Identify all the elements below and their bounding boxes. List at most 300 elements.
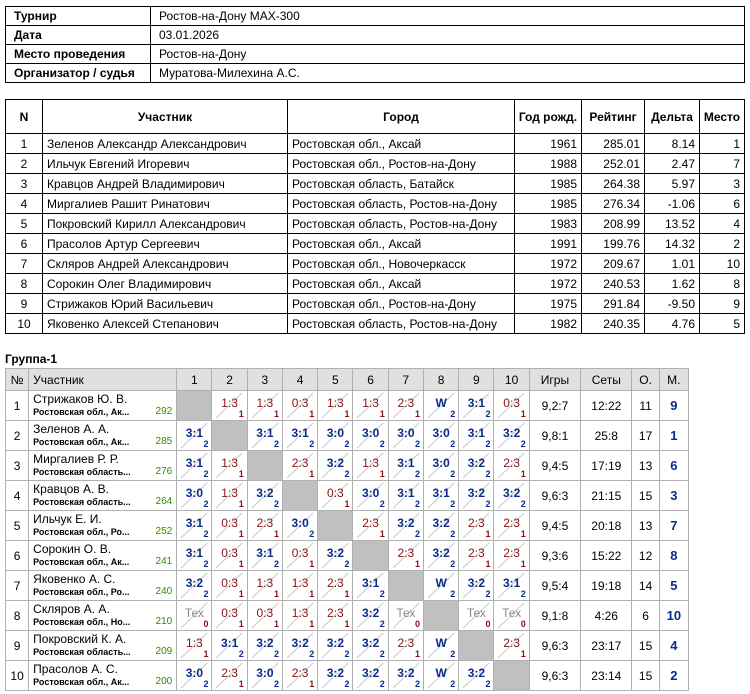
table-row (6, 154, 745, 174)
match-points: 2 (485, 469, 491, 479)
match-cell[interactable] (388, 451, 423, 481)
match-score: 1:3 (327, 396, 344, 410)
cell-n: 3 (6, 174, 43, 194)
match-points: 1 (520, 529, 526, 539)
group-row (6, 541, 689, 571)
match-score: 2:3 (327, 576, 344, 590)
match-points: 1 (309, 679, 315, 689)
match-score: 1:3 (221, 396, 238, 410)
match-cell[interactable] (388, 391, 423, 421)
match-cell[interactable] (177, 601, 212, 631)
cell-city: Ростовская обл., Аксай (288, 134, 515, 154)
row-index: 8 (6, 601, 29, 631)
match-cell[interactable] (177, 481, 212, 511)
table-row (6, 274, 745, 294)
col-header-n: N (6, 100, 43, 134)
match-cell[interactable] (353, 421, 388, 451)
match-cell[interactable] (353, 601, 388, 631)
match-score: 1:3 (291, 606, 309, 620)
match-score: 3:2 (467, 486, 486, 500)
cell-rating: 285.01 (582, 134, 645, 154)
sets-cell: 19:18 (581, 571, 632, 601)
match-cell[interactable] (423, 421, 458, 451)
col-header-opponent: 3 (247, 369, 282, 391)
match-cell[interactable] (423, 481, 458, 511)
cell-name: Зеленов Александр Александрович (43, 134, 288, 154)
points-cell: 15 (632, 661, 659, 691)
match-cell[interactable] (282, 661, 317, 691)
self-cell (423, 601, 458, 631)
match-score: 2:3 (397, 636, 415, 650)
match-cell[interactable] (459, 391, 494, 421)
match-score: 0:3 (256, 606, 274, 620)
match-cell[interactable] (459, 661, 494, 691)
match-points: 1 (238, 619, 244, 629)
match-cell[interactable] (459, 421, 494, 451)
match-points: 2 (203, 589, 209, 599)
match-points: 2 (203, 499, 209, 509)
player-cell (29, 421, 177, 451)
participants-table (5, 99, 745, 334)
player-name: Скляров А. А. (33, 602, 110, 616)
match-points: 2 (203, 679, 209, 689)
group-row (6, 421, 689, 451)
games-cell: 9,3:6 (529, 541, 580, 571)
match-score: 3:2 (502, 426, 521, 440)
player-cell (29, 571, 177, 601)
col-header-city: Город (288, 100, 515, 134)
player-city: Ростовская обл., Ак... (33, 557, 130, 567)
col-header-games: Игры (529, 369, 580, 391)
group-row (6, 481, 689, 511)
table-row (6, 294, 745, 314)
participants-header-row (6, 100, 745, 134)
match-cell[interactable] (388, 481, 423, 511)
match-cell[interactable] (423, 391, 458, 421)
player-cell (29, 391, 177, 421)
match-cell[interactable] (247, 541, 282, 571)
cell-n: 8 (6, 274, 43, 294)
info-row (6, 64, 745, 83)
info-value: Ростов-на-Дону MAX-300 (151, 7, 745, 26)
cell-n: 10 (6, 314, 43, 334)
self-cell (318, 511, 353, 541)
col-header-place: М. (659, 369, 688, 391)
match-cell[interactable] (423, 571, 458, 601)
cell-year: 1983 (515, 214, 582, 234)
cell-rating: 264.38 (582, 174, 645, 194)
col-header-opponent: 8 (423, 369, 458, 391)
match-points: 0 (520, 619, 526, 629)
match-score: 3:1 (397, 486, 415, 500)
match-cell[interactable] (282, 421, 317, 451)
match-cell[interactable] (459, 481, 494, 511)
match-score: 3:1 (432, 486, 450, 500)
match-cell[interactable] (247, 421, 282, 451)
match-cell[interactable] (353, 631, 388, 661)
match-cell[interactable] (353, 571, 388, 601)
match-score: 2:3 (221, 666, 238, 680)
match-points: 2 (414, 499, 420, 509)
match-cell[interactable] (247, 601, 282, 631)
cell-n: 9 (6, 294, 43, 314)
player-rating: 210 (155, 616, 173, 627)
player-name: Стрижаков Ю. В. (33, 392, 128, 406)
cell-city: Ростовская обл., Аксай (288, 274, 515, 294)
match-points: 1 (238, 499, 244, 509)
match-score: 2:3 (468, 516, 485, 530)
match-score: 2:3 (397, 396, 415, 410)
match-cell[interactable] (494, 571, 529, 601)
match-cell[interactable] (212, 511, 247, 541)
sets-cell: 20:18 (581, 511, 632, 541)
points-cell: 12 (632, 541, 659, 571)
match-cell[interactable] (353, 511, 388, 541)
player-city: Ростовская обл., Но... (33, 617, 131, 627)
sets-cell: 12:22 (581, 391, 632, 421)
player-cell (29, 451, 177, 481)
group-row (6, 571, 689, 601)
match-points: 1 (379, 469, 385, 479)
match-cell[interactable] (494, 511, 529, 541)
cell-n: 7 (6, 254, 43, 274)
match-score: 3:0 (185, 486, 204, 500)
place-cell: 10 (659, 601, 688, 631)
match-cell[interactable] (318, 631, 353, 661)
cell-place: 2 (700, 234, 745, 254)
cell-year: 1972 (515, 274, 582, 294)
match-cell[interactable] (388, 601, 423, 631)
group-row (6, 391, 689, 421)
group-row (6, 511, 689, 541)
match-score: 3:0 (397, 426, 415, 440)
match-score: 3:2 (256, 486, 274, 500)
match-points: 2 (379, 439, 385, 449)
match-score: 2:3 (362, 516, 379, 530)
match-cell[interactable] (247, 511, 282, 541)
match-cell[interactable] (318, 661, 353, 691)
match-points: 1 (309, 409, 315, 419)
cell-name: Яковенко Алексей Степанович (43, 314, 288, 334)
place-cell: 6 (659, 451, 688, 481)
col-header-rating: Рейтинг (582, 100, 645, 134)
match-score: 0:3 (221, 576, 238, 590)
games-cell: 9,6:3 (529, 631, 580, 661)
match-score: 3:2 (326, 546, 345, 560)
match-cell[interactable] (388, 421, 423, 451)
match-points: 2 (520, 589, 526, 599)
match-score: 3:2 (326, 666, 345, 680)
match-points: 1 (273, 529, 279, 539)
match-points: 1 (414, 559, 420, 569)
match-score: 3:2 (361, 606, 380, 620)
match-cell[interactable] (494, 391, 529, 421)
match-score: Тех (396, 606, 416, 620)
match-score: 3:2 (361, 636, 380, 650)
cell-place: 8 (700, 274, 745, 294)
match-score: W (435, 666, 447, 680)
match-cell[interactable] (494, 601, 529, 631)
match-cell[interactable] (177, 511, 212, 541)
match-cell[interactable] (494, 421, 529, 451)
match-cell[interactable] (423, 541, 458, 571)
cell-delta: 1.01 (645, 254, 700, 274)
player-city: Ростовская область... (33, 497, 131, 507)
cell-rating: 209.67 (582, 254, 645, 274)
cell-n: 4 (6, 194, 43, 214)
sets-cell: 4:26 (581, 601, 632, 631)
match-score: 2:3 (503, 516, 520, 530)
match-cell[interactable] (212, 571, 247, 601)
group-title: Группа-1 (5, 352, 58, 366)
match-cell[interactable] (459, 451, 494, 481)
match-cell[interactable] (353, 661, 388, 691)
match-points: 1 (520, 649, 526, 659)
player-rating: 276 (155, 466, 173, 477)
match-score: 1:3 (221, 456, 238, 470)
match-score: 3:2 (467, 666, 486, 680)
match-cell[interactable] (212, 601, 247, 631)
match-points: 2 (379, 499, 385, 509)
match-cell[interactable] (388, 661, 423, 691)
games-cell: 9,4:5 (529, 451, 580, 481)
table-row (6, 314, 745, 334)
tournament-info-body (6, 7, 745, 83)
match-cell[interactable] (282, 391, 317, 421)
match-cell[interactable] (388, 511, 423, 541)
table-row (6, 234, 745, 254)
player-rating: 200 (155, 676, 173, 687)
match-score: 0:3 (291, 396, 309, 410)
match-points: 2 (450, 589, 456, 599)
cell-name: Покровский Кирилл Александрович (43, 214, 288, 234)
player-cell (29, 541, 177, 571)
sets-cell: 15:22 (581, 541, 632, 571)
match-cell[interactable] (494, 481, 529, 511)
place-cell: 9 (659, 391, 688, 421)
info-key: Организатор / судья (6, 64, 151, 83)
cell-place: 10 (700, 254, 745, 274)
match-score: 2:3 (291, 456, 309, 470)
player-name: Ильчук Е. И. (33, 512, 102, 526)
match-score: 3:2 (256, 636, 274, 650)
player-city: Ростовская область... (33, 467, 131, 477)
match-cell[interactable] (282, 451, 317, 481)
col-header-opponent: 6 (353, 369, 388, 391)
match-points: 2 (450, 439, 456, 449)
match-score: 1:3 (186, 636, 203, 650)
points-cell: 13 (632, 511, 659, 541)
match-points: 2 (379, 619, 385, 629)
match-points: 2 (344, 649, 350, 659)
match-points: 1 (309, 559, 315, 569)
match-cell[interactable] (318, 451, 353, 481)
match-points: 2 (203, 439, 209, 449)
match-score: 3:2 (326, 636, 345, 650)
match-score: 3:1 (361, 576, 380, 590)
match-score: 3:2 (291, 636, 309, 650)
cell-year: 1988 (515, 154, 582, 174)
match-points: 2 (450, 469, 456, 479)
player-cell (29, 481, 177, 511)
place-cell: 5 (659, 571, 688, 601)
col-header-opponent: 10 (494, 369, 529, 391)
match-cell[interactable] (459, 541, 494, 571)
cell-delta: 8.14 (645, 134, 700, 154)
match-cell[interactable] (423, 631, 458, 661)
match-cell[interactable] (247, 571, 282, 601)
row-index: 3 (6, 451, 29, 481)
match-score: 0:3 (221, 546, 238, 560)
match-points: 2 (273, 679, 279, 689)
match-score: 1:3 (256, 396, 274, 410)
group-row (6, 661, 689, 691)
match-score: 3:2 (432, 516, 450, 530)
match-points: 2 (450, 679, 456, 689)
match-cell[interactable] (247, 631, 282, 661)
match-score: 1:3 (256, 576, 274, 590)
cell-city: Ростовская область, Ростов-на-Дону (288, 214, 515, 234)
match-cell[interactable] (494, 631, 529, 661)
match-points: 1 (238, 679, 244, 689)
cell-place: 3 (700, 174, 745, 194)
match-cell[interactable] (212, 661, 247, 691)
match-points: 2 (379, 679, 385, 689)
match-points: 2 (309, 439, 315, 449)
col-header-points: О. (632, 369, 659, 391)
row-index: 5 (6, 511, 29, 541)
row-index: 2 (6, 421, 29, 451)
match-score: 3:2 (502, 486, 521, 500)
match-points: 2 (450, 649, 456, 659)
match-cell[interactable] (282, 541, 317, 571)
self-cell (459, 631, 494, 661)
match-points: 1 (203, 649, 209, 659)
match-cell[interactable] (177, 631, 212, 661)
place-cell: 8 (659, 541, 688, 571)
cell-n: 6 (6, 234, 43, 254)
player-city: Ростовская обл., Ак... (33, 407, 130, 417)
info-key: Дата (6, 26, 151, 45)
match-score: Тех (466, 606, 486, 620)
match-cell[interactable] (282, 571, 317, 601)
match-points: 1 (520, 559, 526, 569)
match-score: 2:3 (291, 666, 309, 680)
match-cell[interactable] (494, 541, 529, 571)
match-cell[interactable] (423, 511, 458, 541)
match-score: 3:1 (291, 426, 309, 440)
match-points: 1 (485, 559, 491, 569)
match-points: 1 (344, 619, 350, 629)
match-cell[interactable] (177, 541, 212, 571)
match-cell[interactable] (494, 451, 529, 481)
group-row (6, 601, 689, 631)
match-cell[interactable] (423, 451, 458, 481)
match-cell[interactable] (177, 451, 212, 481)
sets-cell: 23:17 (581, 631, 632, 661)
match-cell[interactable] (318, 391, 353, 421)
match-cell[interactable] (388, 631, 423, 661)
match-score: W (435, 576, 447, 590)
match-cell[interactable] (282, 631, 317, 661)
match-cell[interactable] (353, 391, 388, 421)
match-cell[interactable] (459, 601, 494, 631)
match-points: 2 (414, 439, 420, 449)
match-cell[interactable] (212, 631, 247, 661)
self-cell (282, 481, 317, 511)
match-cell[interactable] (388, 541, 423, 571)
player-name: Сорокин О. В. (33, 542, 112, 556)
col-header-place: Место (700, 100, 745, 134)
player-city: Ростовская обл., Ак... (33, 677, 130, 687)
cell-city: Ростовская область, Ростов-на-Дону (288, 194, 515, 214)
match-cell[interactable] (423, 661, 458, 691)
player-rating: 252 (155, 526, 173, 537)
match-cell[interactable] (177, 661, 212, 691)
info-key: Турнир (6, 7, 151, 26)
match-score: 2:3 (468, 546, 485, 560)
match-points: 2 (273, 559, 279, 569)
match-cell[interactable] (212, 391, 247, 421)
cell-rating: 199.76 (582, 234, 645, 254)
match-cell[interactable] (177, 571, 212, 601)
match-cell[interactable] (318, 601, 353, 631)
match-cell[interactable] (353, 451, 388, 481)
match-cell[interactable] (459, 511, 494, 541)
match-score: 3:2 (185, 576, 204, 590)
match-cell[interactable] (247, 481, 282, 511)
cell-delta: -9.50 (645, 294, 700, 314)
match-score: 2:3 (503, 546, 520, 560)
col-header-opponent: 9 (459, 369, 494, 391)
match-score: 3:2 (467, 576, 486, 590)
match-cell[interactable] (353, 481, 388, 511)
cell-rating: 276.34 (582, 194, 645, 214)
match-cell[interactable] (212, 541, 247, 571)
match-cell[interactable] (177, 421, 212, 451)
match-cell[interactable] (247, 391, 282, 421)
match-cell[interactable] (282, 601, 317, 631)
match-cell[interactable] (247, 661, 282, 691)
match-cell[interactable] (318, 571, 353, 601)
cell-n: 1 (6, 134, 43, 154)
info-row (6, 26, 745, 45)
match-points: 1 (238, 469, 244, 479)
points-cell: 11 (632, 391, 659, 421)
match-cell[interactable] (318, 421, 353, 451)
match-points: 1 (238, 559, 244, 569)
match-cell[interactable] (318, 541, 353, 571)
cell-delta: 1.62 (645, 274, 700, 294)
match-cell[interactable] (318, 481, 353, 511)
match-cell[interactable] (282, 511, 317, 541)
match-score: 3:1 (467, 396, 486, 410)
match-points: 2 (309, 649, 315, 659)
match-points: 2 (344, 679, 350, 689)
match-points: 2 (485, 499, 491, 509)
col-header-opponent: 4 (282, 369, 317, 391)
match-cell[interactable] (212, 451, 247, 481)
info-key: Место проведения (6, 45, 151, 64)
cell-place: 1 (700, 134, 745, 154)
match-score: 0:3 (291, 546, 309, 560)
cell-rating: 291.84 (582, 294, 645, 314)
self-cell (494, 661, 529, 691)
match-cell[interactable] (212, 481, 247, 511)
match-cell[interactable] (459, 571, 494, 601)
match-score: 3:1 (256, 426, 274, 440)
player-city: Ростовская область... (33, 647, 131, 657)
